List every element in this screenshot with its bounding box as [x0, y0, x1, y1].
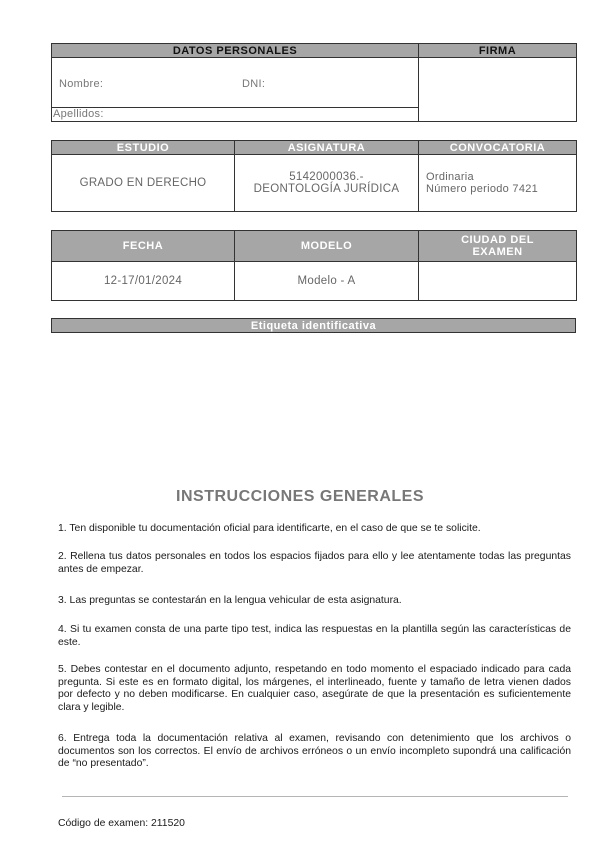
date-header: FECHA — [52, 231, 235, 262]
instructions-title: INSTRUCCIONES GENERALES — [176, 488, 424, 505]
subject-name: DEONTOLOGÍA JURÍDICA — [253, 183, 400, 195]
instruction-6: 6. Entrega toda la documentación relativa al examen, revisando con detenimiento que los archivos o documentos son los correctos. El envío de archivos erróneos o un envío incompleto supondrá una calificación de “no presentado”. — [58, 733, 571, 769]
model-header: MODELO — [235, 231, 419, 262]
period-number: Número periodo 7421 — [426, 183, 539, 195]
surname-cell[interactable] — [52, 108, 419, 122]
city-value[interactable] — [419, 262, 577, 301]
footer-divider — [62, 796, 568, 797]
instruction-1: 1. Ten disponible tu documentación oficial para identificarte, en el caso de que se te solicite. — [58, 523, 481, 534]
exam-code: Código de examen: 211520 — [58, 818, 185, 829]
call-header: CONVOCATORIA — [419, 141, 577, 155]
instruction-2: 2. Rellena tus datos personales en todos los espacios fijados para ello y lee atentamente todas las preguntas antes de empezar. — [58, 551, 571, 575]
identification-label-bar: Etiqueta identificativa — [52, 319, 576, 333]
date-value: 12-17/01/2024 — [52, 262, 235, 301]
signature-header: FIRMA — [419, 44, 577, 58]
call-type: Ordinaria — [426, 171, 474, 183]
dni-label: DNI: — [242, 78, 266, 90]
surname-label: Apellidos: — [53, 108, 104, 120]
subject-code: 5142000036.- — [289, 171, 364, 183]
instruction-3: 3. Las preguntas se contestarán en la lengua vehicular de esta asignatura. — [58, 595, 402, 606]
call-cell — [419, 155, 577, 212]
personal-data-table — [51, 43, 577, 122]
instruction-5: 5. Debes contestar en el documento adjunto, respetando en todo momento el espaciado indicado para cada pregunta. Si este es en formato digital, los márgenes, el interlineado, fuente y tamaño de letra vienen dados por defecto y no deben modificarse. En cualquier caso, asegúrate de que la presentación es suficientemente clara y legible. — [58, 664, 571, 713]
exam-table — [51, 230, 577, 301]
model-value: Modelo - A — [235, 262, 419, 301]
study-header: ESTUDIO — [52, 141, 235, 155]
city-header: CIUDAD DEL EXAMEN — [419, 231, 577, 262]
subject-header: ASIGNATURA — [235, 141, 419, 155]
label-table — [51, 318, 576, 333]
personal-data-header: DATOS PERSONALES — [52, 44, 419, 58]
degree-value: GRADO EN DERECHO — [52, 155, 235, 212]
signature-box[interactable] — [419, 58, 577, 122]
name-label: Nombre: — [59, 78, 104, 90]
name-dni-cell[interactable] — [52, 58, 419, 108]
study-table — [51, 140, 577, 212]
instruction-4: 4. Si tu examen consta de una parte tipo test, indica las respuestas en la plantilla según las características de este. — [58, 624, 571, 648]
subject-cell — [235, 155, 419, 212]
